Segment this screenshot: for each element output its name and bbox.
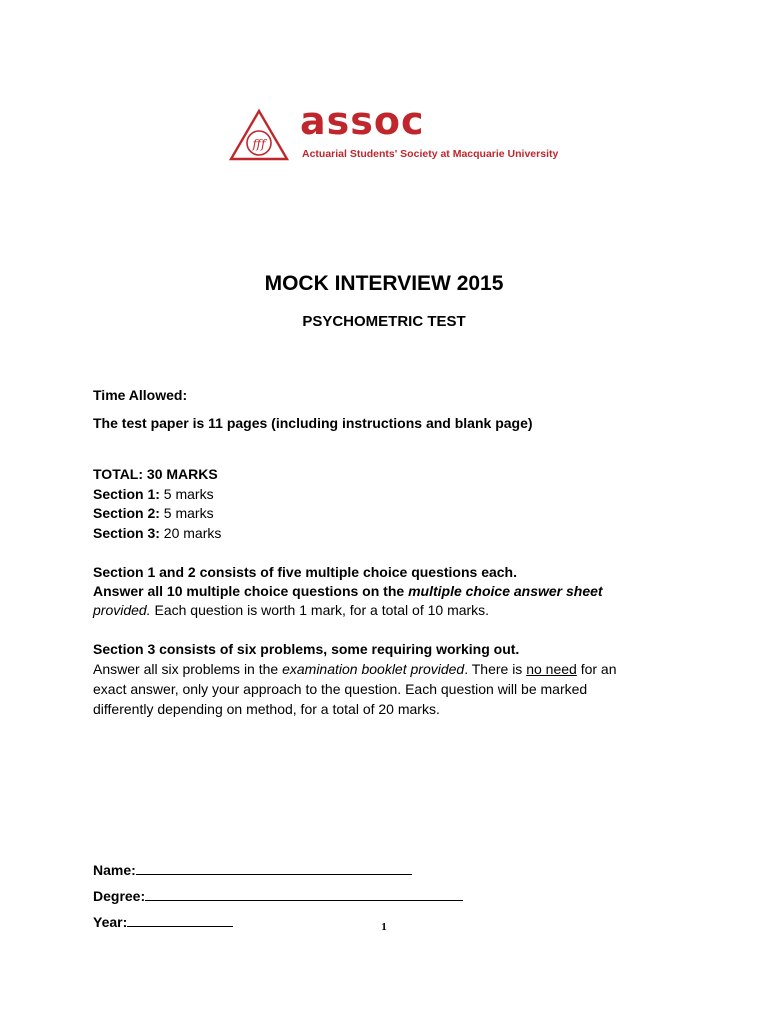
section-label: Section 3: (93, 525, 160, 541)
degree-label: Degree: (93, 888, 146, 904)
section3-no-need: no need (526, 661, 577, 677)
section3-line2: exact answer, only your approach to the question. Each question will be marked (93, 681, 588, 697)
section3-line1 (93, 661, 617, 677)
section3-line3: differently depending on method, for a total of 20 marks. (93, 701, 440, 717)
page-subtitle: PSYCHOMETRIC TEST (302, 313, 466, 330)
section3-heading: Section 3 consists of six problems, some requiring working out. (93, 641, 520, 657)
total-marks: TOTAL: 30 MARKS (93, 466, 218, 482)
section12-heading: Section 1 and 2 consists of five multiple choice questions each. (93, 564, 517, 580)
section12-answer-sheet: multiple choice answer sheet (408, 583, 603, 599)
section-2-marks (93, 505, 214, 521)
name-label: Name: (93, 862, 136, 878)
section-label: Section 2: (93, 505, 160, 521)
assoc-emblem-icon (228, 108, 290, 164)
pages-note: The test paper is 11 pages (including instructions and blank page) (93, 415, 533, 431)
name-field-row (93, 861, 412, 878)
section-3-marks (93, 525, 221, 541)
section3-booklet: examination booklet provided (282, 661, 465, 677)
section12-instructions-line1 (93, 583, 603, 599)
section3-text-c: for an (580, 661, 617, 677)
logo-wordmark: assoc (300, 99, 425, 143)
section-marks: 5 marks (163, 486, 214, 502)
assoc-logo (228, 99, 559, 168)
section3-text-a: Answer all six problems in the (93, 661, 279, 677)
section-label: Section 1: (93, 486, 160, 502)
time-allowed-label: Time Allowed: (93, 387, 188, 403)
section12-marks-note: Each question is worth 1 mark, for a total of 10 marks. (154, 602, 490, 618)
section3-text-b: . There is (464, 661, 523, 677)
section-marks: 20 marks (163, 525, 222, 541)
page-number: 1 (381, 921, 387, 933)
logo-subtitle: Actuarial Students' Society at Macquarie University (302, 148, 559, 160)
section12-provided: provided. (93, 602, 151, 618)
section-marks: 5 marks (163, 505, 214, 521)
section12-bold-text: Answer all 10 multiple choice questions on the (93, 583, 405, 599)
degree-field-row (93, 887, 463, 904)
section-1-marks (93, 486, 214, 502)
year-label: Year: (93, 914, 128, 930)
svg-text:fff: fff (252, 137, 266, 151)
degree-field[interactable] (145, 887, 463, 901)
section12-instructions-line2 (93, 602, 489, 618)
name-field[interactable] (136, 861, 412, 875)
page-title: MOCK INTERVIEW 2015 (264, 272, 504, 295)
